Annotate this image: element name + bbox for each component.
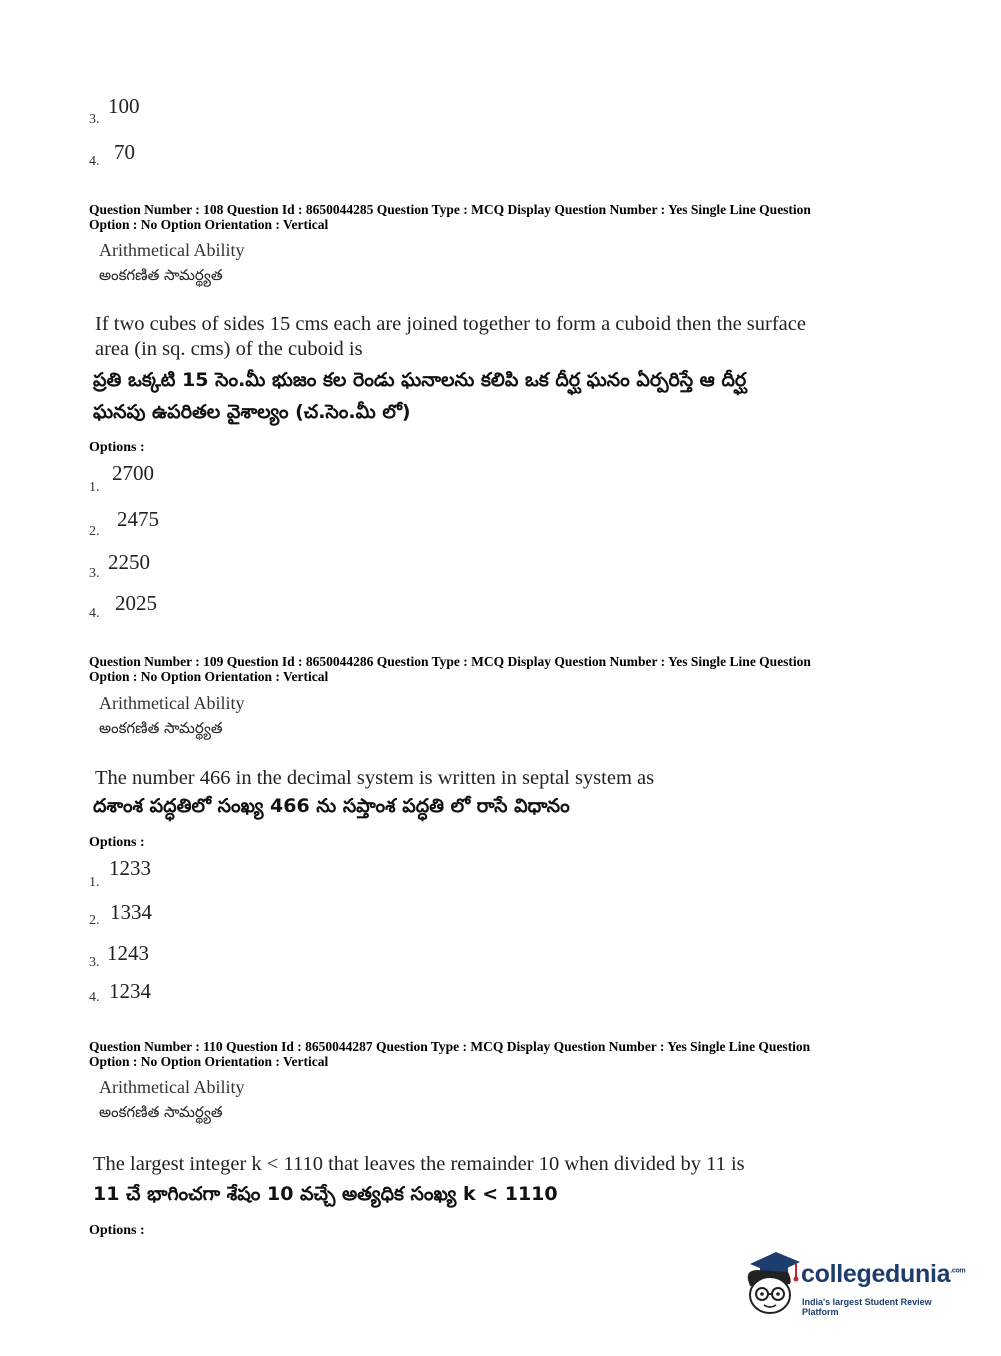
subject-english: Arithmetical Ability [99, 693, 245, 713]
option-number: 4. [89, 154, 100, 169]
question-text-telugu: దశాంశ పద్ధతిలో సంఖ్య 466 ను సప్తాంశ పద్ధతి లో రాసే విధానం [93, 795, 570, 817]
question-meta: Question Number : 108 Question Id : 8650044285 Question Type : MCQ Display Question Number : Yes Single Line Question Option : No Option Orientation : Vertical [89, 202, 811, 232]
option-value: 1233 [109, 856, 151, 880]
subject-telugu: అంకగణిత సామర్థ్యత [99, 1103, 223, 1121]
option-number: 3. [89, 566, 100, 581]
subject-telugu: అంకగణిత సామర్థ్యత [99, 266, 223, 284]
option-value: 1334 [110, 900, 152, 924]
brand-name: collegedunia$^{.com}$ [801, 1260, 966, 1288]
mascot-icon [740, 1250, 802, 1316]
option-number: 4. [89, 606, 100, 621]
options-label: Options : [89, 835, 145, 850]
question-text-english: The number 466 in the decimal system is written in septal system as [95, 767, 655, 789]
options-label: Options : [89, 440, 145, 455]
option-value: 2250 [108, 550, 150, 574]
option-number: 4. [89, 990, 100, 1005]
option-value: 1243 [107, 941, 149, 965]
question-meta: Question Number : 110 Question Id : 8650044287 Question Type : MCQ Display Question Number : Yes Single Line Question Option : No Option Orientation : Vertical [89, 1039, 811, 1069]
question-text-english: If two cubes of sides 15 cms each are joined together to form a cuboid then the surface area (in sq. cms) of the cuboid is [95, 313, 806, 360]
option-number: 3. [89, 955, 100, 970]
subject-telugu: అంకగణిత సామర్థ్యత [99, 719, 223, 737]
option-value: 70 [114, 140, 135, 164]
collegedunia-watermark [740, 1250, 970, 1320]
subject-english: Arithmetical Ability [99, 1077, 245, 1097]
options-label: Options : [89, 1223, 145, 1238]
option-value: 100 [108, 94, 140, 118]
question-text-telugu: 11 చే భాగించగా శేషం 10 వచ్చే అత్యధిక సంఖ్య k < 1110 [93, 1183, 558, 1205]
question-text-english: The largest integer k < 1110 that leaves the remainder 10 when divided by 11 is [93, 1153, 745, 1175]
option-value: 2025 [115, 591, 157, 615]
brand-tagline: India's largest Student Review Platform [802, 1297, 932, 1317]
option-number: 2. [89, 524, 100, 539]
option-number: 2. [89, 913, 100, 928]
option-number: 1. [89, 480, 100, 495]
option-value: 2475 [117, 507, 159, 531]
question-text-telugu: ప్రతి ఒక్కటి 15 సెం.మీ భుజం కల రెండు ఘనాలను కలిపి ఒక దీర్ఘ ఘనం ఏర్పరిస్తే ఆ దీర్ఘ ఘనపు ఉపరితల వైశాల్యం (చ.సెం.మీ లో) [93, 369, 747, 423]
option-value: 2700 [112, 461, 154, 485]
question-meta: Question Number : 109 Question Id : 8650044286 Question Type : MCQ Display Question Number : Yes Single Line Question Option : No Option Orientation : Vertical [89, 654, 811, 684]
subject-english: Arithmetical Ability [99, 240, 245, 260]
option-number: 3. [89, 112, 100, 127]
option-number: 1. [89, 875, 100, 890]
option-value: 1234 [109, 979, 151, 1003]
